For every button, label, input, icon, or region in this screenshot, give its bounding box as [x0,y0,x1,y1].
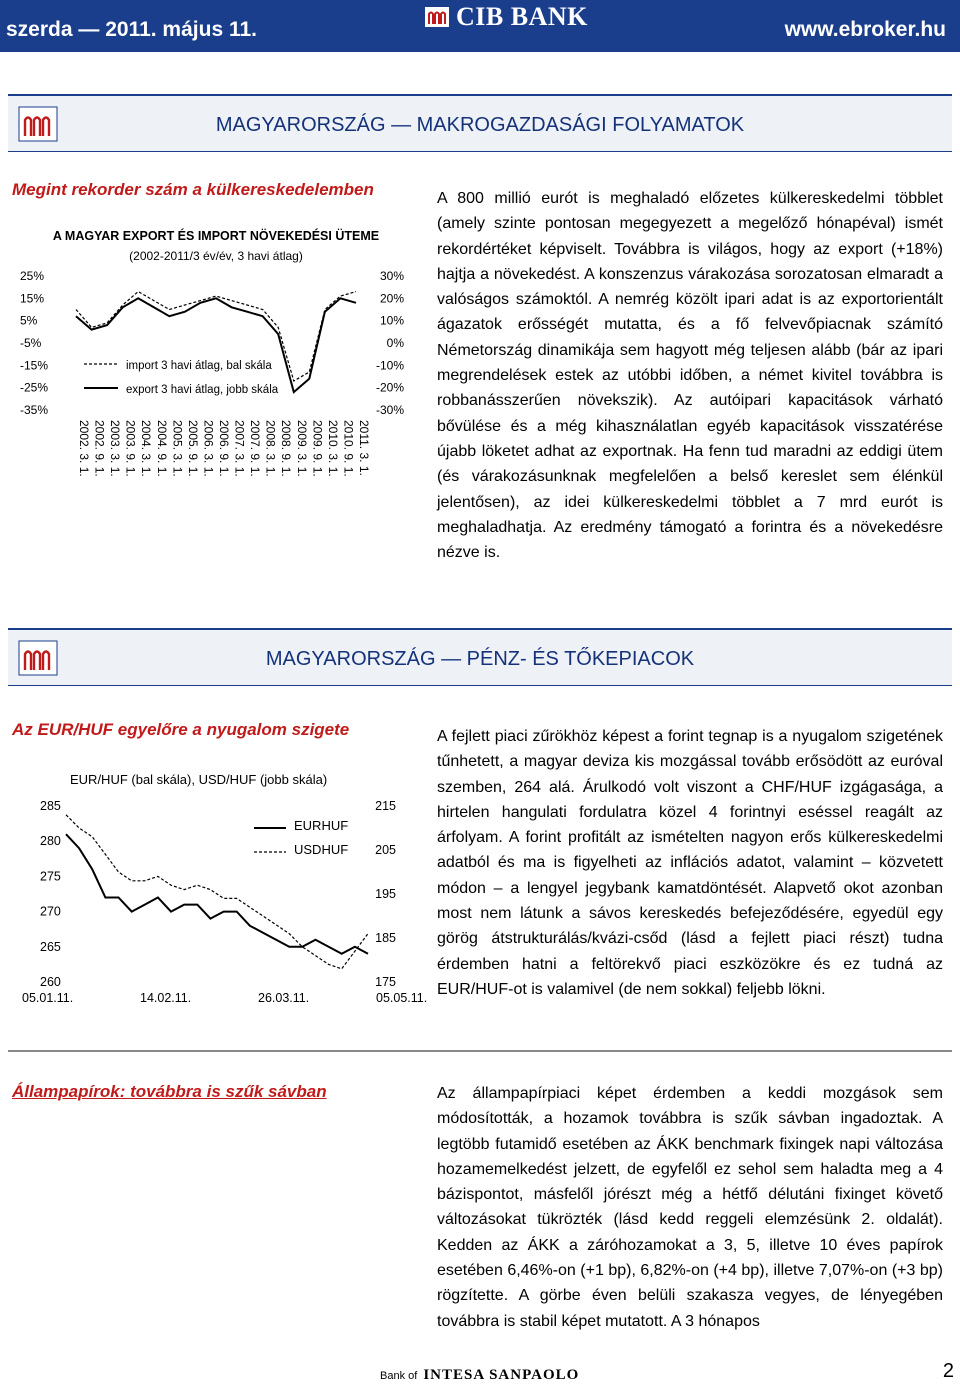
report-date: szerda — 2011. május 11. [6,18,257,41]
x-tick-label: 2003. 9. 1. [123,420,138,477]
section-divider [8,1050,952,1052]
section-title-macro: MAGYARORSZÁG — MAKROGAZDASÁGI FOLYAMATOK [215,114,745,136]
x-tick-label: 2002. 3. 1. [77,420,91,477]
x-tick-label: 2004. 9. 1. [154,420,169,477]
right-tick-label: 30% [379,269,404,283]
x-tick-label: 2009. 9. 1. [310,420,325,477]
chart-title: A MAGYAR EXPORT ÉS IMPORT NÖVEKEDÉSI ÜTEME [52,229,380,243]
x-tick-label: 05.05.11. [376,991,428,1005]
site-link[interactable]: www.ebroker.hu [784,18,946,41]
left-tick-label: -35% [20,403,49,417]
footer-prefix: Bank of [380,1369,418,1382]
x-tick-label: 2003. 3. 1. [108,420,123,477]
right-tick-label: 0% [386,336,404,350]
eurhuf-usdhuf-chart [20,758,428,1020]
subtitle-trade: Megint rekorder szám a külkereskedelemben [12,180,374,199]
cib-logo [424,0,588,34]
left-tick-label: 25% [20,269,45,283]
left-tick-label: -25% [20,380,49,395]
subtitle-bonds: Állampapírok: továbbra is szűk sávban [12,1082,327,1101]
x-tick-label: 2004. 3. 1. [139,420,154,477]
legend-eurhuf-label: EURHUF [294,818,349,833]
x-tick-label: 2007. 9. 1. [248,420,263,477]
x-tick-label: 14.02.11. [140,991,192,1005]
left-tick-label: 270 [40,904,61,919]
chart-subtitle: (2002-2011/3 év/év, 3 havi átlag) [129,249,303,263]
section-header-macro [8,94,952,152]
x-tick-label: 2010. 9. 1. [341,420,356,477]
intesa-logo: INTESA SANPAOLO [423,1367,580,1383]
right-tick-label: 195 [375,887,396,901]
trade-paragraph: A 800 millió eurót is meghaladó előzetes külkereskedelmi többlet (amely szinte pontosan megegyezett a megelőző hónapéval) ismét rekordértéket képviselt. Továbbra is világos, hogy az export (+18%) hajtja a növekedést. A konszenzus várakozása sorozatosan elmaradt a valóságos számoktól. A nemrég közölt ipari adat is az exportorientált ágazatok erősségét mutatta, és a fő felvevőpiacnak számító Németország dinamikája sem hagyott még teljesen alább (bár az ipari megrendelések estek az utóbbi időben, a német kivitel továbbra is robbanásszerűen növekszik). Az autóipari kapacitások várható bővülése és a még kihasználatlan egyéb kapacitások visszatérése újabb löketet adhat az exportnak. Ha fenn tud maradni az eddigi ütem (és várakozásunknak megfelelően a belső kereslet sem élénkül jelentősen), az idei külkereskedelmi többlet a 7 mrd eurót is meghaladhatja. Az eredmény támogató a forintra és a növekedésre nézve is. [437,190,943,562]
right-tick-label: -10% [375,358,404,373]
x-tick-label: 2006. 3. 1. [201,420,216,477]
left-tick-label: 265 [40,939,61,954]
right-tick-label: -30% [375,403,404,417]
x-tick-label: 2008. 3. 1. [263,420,278,477]
footer-brand [380,1367,579,1384]
right-tick-label: 175 [375,975,396,989]
section-title-markets: MAGYARORSZÁG — PÉNZ- ÉS TŐKEPIACOK [265,648,695,670]
x-tick-label: 2006. 9. 1. [217,420,231,477]
left-tick-label: 15% [20,291,45,306]
usdhuf-series-line [66,815,368,969]
x-tick-label: 2010. 3. 1. [325,420,340,477]
section-header-markets [8,628,952,686]
export-series-line [76,298,356,392]
right-tick-label: 205 [375,843,396,857]
left-tick-label: 275 [40,869,61,884]
x-tick-label: 2002. 9. 1. [92,420,107,477]
left-tick-label: 285 [40,799,61,813]
export-import-chart [18,214,414,504]
left-tick-label: -15% [20,358,49,373]
x-tick-label: 2009. 3. 1. [294,420,309,477]
right-tick-label: 215 [375,799,396,813]
right-tick-label: 10% [379,313,404,328]
bonds-paragraph: Az állampapírpiaci képet érdemben a keddi mozgások sem módosították, a hozamok továbbra is szűk sávban ingadoztak. A legtöbb futamidő esetében az ÁKK benchmark fixingek napi változása hozamemelkedést jelzett, de egyfelől ez sehol sem haladta meg a 4 bázispontot, másfelől jórészt még a hétfő délutáni fixinget követő változásokat tükrözték (lásd kedd reggeli elemzésünk 2. oldalát). Kedden az ÁKK a záróhozamokat a 3, 5, illetve 10 éves papírok esetében 6,46%-on (+1 bp), 6,82%-on (+4 bp), illetve 7,07%-on (+3 bp) rögzítette. A görbe éven belüli szakasza vegyes, de lényegében továbbra is stabil képet mutatott. A 3 hónapos [437,1085,943,1330]
right-tick-label: 20% [379,291,404,306]
top-bar [0,0,960,52]
legend-export-label: export 3 havi átlag, jobb skála [126,384,279,396]
chart-title: EUR/HUF (bal skála), USD/HUF (jobb skála) [70,772,328,787]
legend-usdhuf-label: USDHUF [294,842,349,857]
legend-import-label: import 3 havi átlag, bal skála [126,360,272,372]
page-number: 2 [942,1360,954,1382]
subtitle-eurhuf: Az EUR/HUF egyelőre a nyugalom szigete [12,720,350,739]
left-tick-label: 280 [40,834,61,849]
left-tick-label: 260 [40,975,61,989]
x-tick-label: 2011. 3. 1. [357,420,371,476]
left-tick-label: -5% [20,336,42,350]
x-tick-label: 2005. 9. 1. [185,420,200,477]
x-tick-label: 2005. 3. 1. [170,420,185,477]
left-tick-label: 5% [20,313,38,328]
right-tick-label: 185 [375,931,396,945]
bank-name: CIB BANK [456,2,588,31]
forint-paragraph: A fejlett piaci zűrökhöz képest a forint tegnap is a nyugalom szigetének tűnhetett, a magyar deviza kis mozgással tovább erősödött az euróval szemben, 264 alá. Árulkodó volt viszont a CHF/HUF izgágasága, a hirtelen hangulati fordulatra közel 4 forintnyi eséssel reagált az árfolyam. A forint profitált az ismételten nagyon erős külkereskedelmi adatból és ma is figyelheti az inflációs adatot, valamint – közvetett módon – a lengyel jegybank kamatdöntését. Alapvető okot azonban most nem látunk a sávos kereskedés befejeződésére, egyedül egy görög átstrukturálás/kvázi-csőd (lásd a fejlett piaci részt) tudna érdemben hatni a feltörekvő piaci eszközökre és ez tudná az EUR/HUF-ot is valamivel (de nem sokkal) feljebb lökni. [437,728,943,998]
x-tick-label: 2008. 9. 1. [279,420,294,477]
x-tick-label: 05.01.11. [22,991,74,1005]
right-tick-label: -20% [375,380,404,395]
cib-logo-icon [424,6,450,28]
x-tick-label: 26.03.11. [258,991,310,1005]
x-tick-label: 2007. 3. 1. [232,420,247,477]
